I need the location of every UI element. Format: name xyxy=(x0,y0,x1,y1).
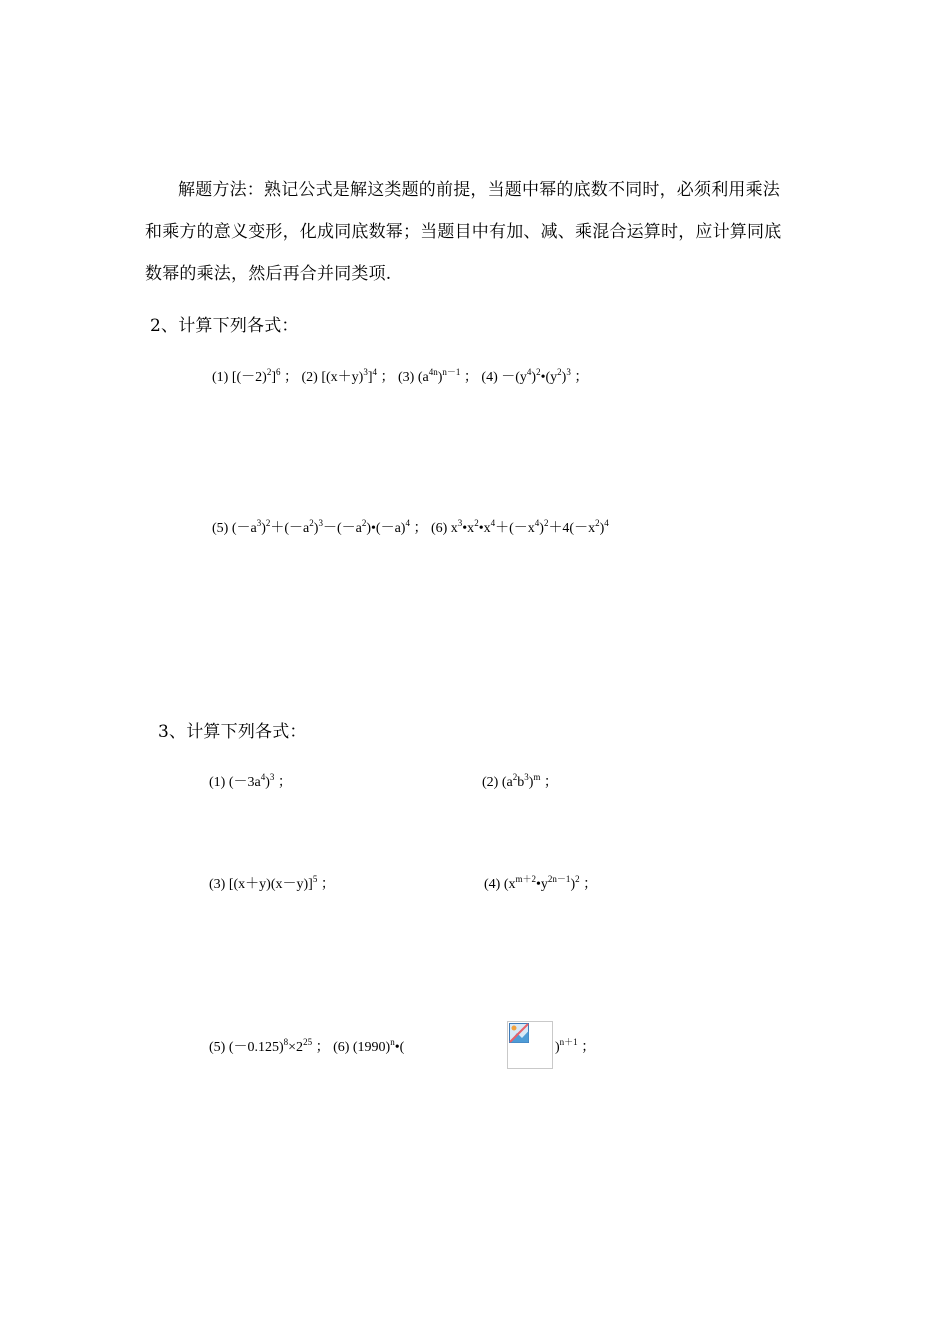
q3-p4-expr: $(x^{m+2}•y^{2n-1})^2$ xyxy=(503,874,580,892)
q2-heading: 2、计算下列各式： xyxy=(150,316,299,336)
q3-p6-tail: )$^{n+1}$ ； xyxy=(555,1037,596,1055)
q3-p1-label: (1) xyxy=(209,775,226,790)
q3-p2-label: (2) xyxy=(482,775,499,790)
method-line-1: 解题方法：熟记公式是解这类题的前提，当题中幂的底数不同时，必须利用乘法 xyxy=(178,180,780,200)
q2-p4-label: (4) xyxy=(481,370,498,385)
q3-p1: (1) $(-3a^4)^3$ ； xyxy=(209,772,292,790)
broken-image-icon xyxy=(507,1021,553,1069)
method-line-3: 数幂的乘法，然后再合并同类项. xyxy=(145,264,392,284)
q3-heading: 3、计算下列各式： xyxy=(158,722,307,742)
q3-p3-label: (3) xyxy=(209,877,226,892)
q2-p3-expr: $(a^{4n})^{n-1}$ xyxy=(417,367,461,385)
q3-p2-expr: $(a^2b^3)^m$ xyxy=(501,772,541,790)
q3-row-3: (5) $(-0.125)^8\times 2^{25}$ ； (6) $(1990)^n•$( xyxy=(209,1037,405,1055)
q3-p5-label: (5) xyxy=(209,1040,226,1055)
q2-p4-expr: $-(y^4)^2•(y^2)^3$ xyxy=(501,367,571,385)
q3-p3: (3) $[(x+y)(x-y)]^5$ ； xyxy=(209,874,335,892)
q2-p2-label: (2) xyxy=(301,370,318,385)
q3-p6-expr: $(1990)^n•$( xyxy=(352,1037,405,1055)
q2-p5-expr: $(-a^3)^2+(-a^2)^3-(-a^2)•(-a)^4$ xyxy=(231,518,410,536)
q3-p6-label: (6) xyxy=(333,1040,350,1055)
q2-p3-label: (3) xyxy=(398,370,415,385)
q2-p5-label: (5) xyxy=(212,521,229,536)
q2-p1-expr: $[(-2)^2]^6$ xyxy=(231,367,281,385)
q3-p4-label: (4) xyxy=(484,877,501,892)
q3-p6-close: )$^{n+1}$ xyxy=(555,1037,578,1055)
method-line-2: 和乘方的意义变形，化成同底数幂；当题目中有加、减、乘混合运算时，应计算同底 xyxy=(145,222,782,242)
q2-p2-expr: $[(x+y)^3]^4$ xyxy=(321,367,377,385)
q3-p4: (4) $(x^{m+2}•y^{2n-1})^2$ ； xyxy=(484,874,598,892)
q2-p1-label: (1) xyxy=(212,370,229,385)
q2-row-1: (1) $[(-2)^2]^6$ ； (2) $[(x+y)^3]^4$ ； (3) $(a^{4n})^{n-1}$ ； $(4) -(y^4)^2•(y^2)^3$ ； xyxy=(212,367,589,385)
q2-row-2: (5) $(-a^3)^2+(-a^2)^3-(-a^2)•(-a)^4$ ； (6) $x^3•x^2•x^4+(-x^4)^2+4(-x^2)^4$ xyxy=(212,518,609,536)
q3-p5-expr: $(-0.125)^8\times 2^{25}$ xyxy=(228,1037,313,1055)
q3-p1-expr: $(-3a^4)^3$ xyxy=(228,772,275,790)
q3-p3-expr: $[(x+y)(x-y)]^5$ xyxy=(228,874,318,892)
q2-p6-expr: $x^3•x^2•x^4+(-x^4)^2+4(-x^2)^4$ xyxy=(450,518,609,536)
q3-p2: (2) $(a^2b^3)^m$ ； xyxy=(482,772,558,790)
q2-p6-label: (6) xyxy=(430,521,448,536)
